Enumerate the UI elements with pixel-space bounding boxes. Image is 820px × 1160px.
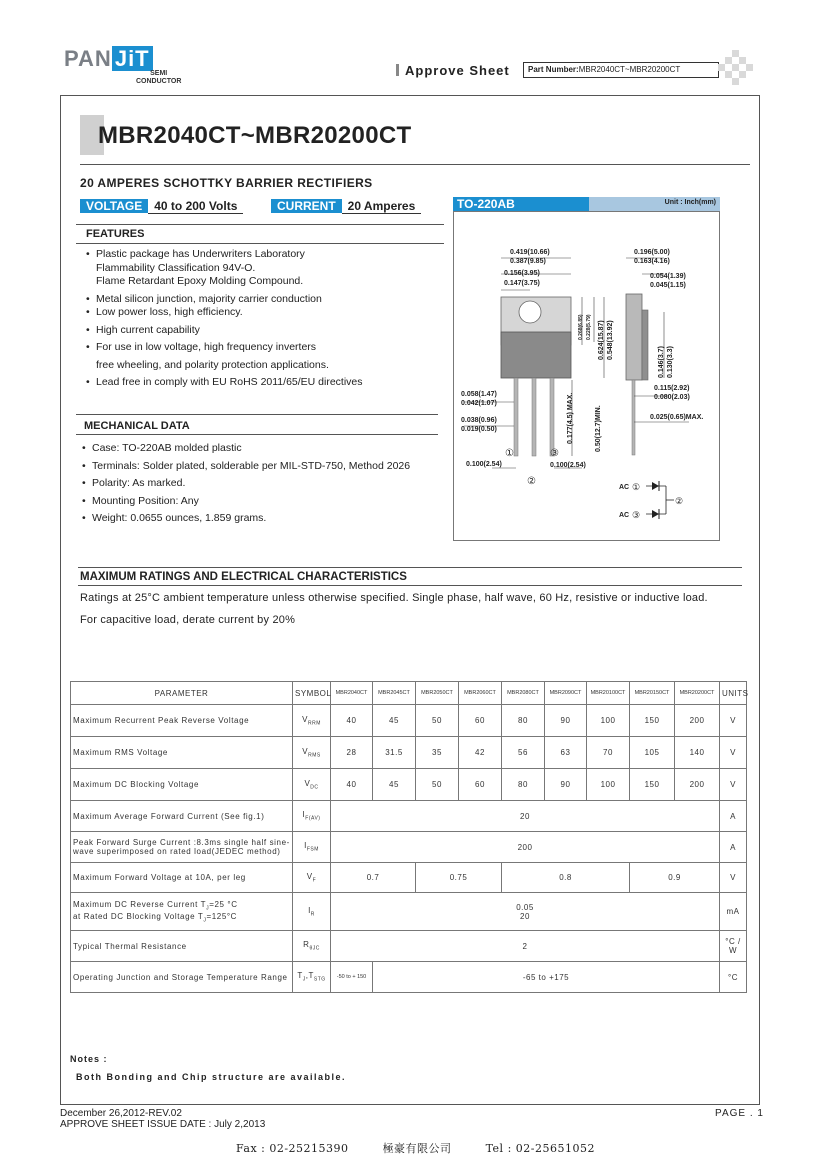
divider <box>76 434 438 435</box>
list-item: • Lead free in comply with EU RoHS 2011/65/EU directives <box>86 376 363 390</box>
dim-d19: 0.177(4.5) MAX. <box>567 392 574 444</box>
table-cell: $I_{F(AV)}$ <box>293 801 331 832</box>
header-cell: MBR2080CT <box>502 682 545 705</box>
table-cell: Maximum DC Blocking Voltage <box>71 769 293 801</box>
table-row <box>71 931 747 962</box>
logo-subtitle: SEMI CONDUCTOR <box>136 70 182 85</box>
schematic-ac-1: AC <box>619 484 630 491</box>
table-cell: Maximum DC Reverse Current $T_J=25$ °C at Rated DC Blocking Voltage $T_J=125^\circ C$ <box>71 893 293 931</box>
dim-d12: 0.228(5.79) <box>586 314 592 340</box>
dim-d9: 0.624(15.87) <box>598 320 605 360</box>
table-cell: 35 <box>416 737 459 769</box>
package-drawing <box>454 212 721 542</box>
table-cell: 45 <box>373 769 416 801</box>
table-cell: 0.75 <box>416 863 502 893</box>
table-cell: Maximum Forward Voltage at 10A, per leg <box>71 863 293 893</box>
dim-d13: 0.146(3.7) <box>658 346 665 378</box>
table-row <box>71 893 747 931</box>
list-item: • Terminals: Solder plated, solderable per MIL-STD-750, Method 2026 <box>82 458 410 476</box>
table-cell: -65 to +175 <box>373 962 720 993</box>
header-cell: MBR2045CT <box>373 682 416 705</box>
schematic-pin-3: ③ <box>632 510 641 520</box>
product-subtitle: 20 AMPERES SCHOTTKY BARRIER RECTIFIERS <box>80 176 373 190</box>
dim-d23: 0.025(0.65)MAX. <box>650 414 704 421</box>
header-cell: MBR20100CT <box>587 682 630 705</box>
features-heading: FEATURES <box>86 228 145 240</box>
dim-d25: 0.100(2.54) <box>550 462 586 469</box>
dim-d14: 0.130(3.3) <box>667 346 674 378</box>
logo-pan: PAN <box>64 46 112 71</box>
table-cell: $I_{FSM}$ <box>293 832 331 863</box>
package-header <box>453 197 720 211</box>
current-value: 20 Amperes <box>342 199 422 214</box>
table-cell: 31.5 <box>373 737 416 769</box>
dim-d17: 0.038(0.96) <box>461 417 497 424</box>
header-cell: UNITS <box>720 682 747 705</box>
table-cell: 70 <box>587 737 630 769</box>
table-cell: 42 <box>459 737 502 769</box>
dim-d21: 0.115(2.92) <box>654 385 690 392</box>
table-cell: $V_F$ <box>293 863 331 893</box>
divider <box>76 224 444 225</box>
table-row <box>71 863 747 893</box>
table-cell: 200 <box>331 832 720 863</box>
ratings-note-1: Ratings at 25°C ambient temperature unless otherwise specified. Single phase, half wave, 60 Hz, resistive or inductive load. <box>80 592 708 604</box>
table-cell: 100 <box>587 705 630 737</box>
table-cell: 45 <box>373 705 416 737</box>
mechanical-heading: MECHANICAL DATA <box>84 420 190 432</box>
tel-number: Tel : 02-25651052 <box>485 1142 595 1155</box>
header-cell: MBR2050CT <box>416 682 459 705</box>
dim-d22: 0.080(2.03) <box>654 394 690 401</box>
table-cell: 0.7 <box>331 863 416 893</box>
table-cell: $V_{DC}$ <box>293 769 331 801</box>
table-cell: V <box>720 705 747 737</box>
dim-d16: 0.042(1.07) <box>461 400 497 407</box>
list-item: • Low power loss, high efficiency. <box>86 306 363 320</box>
dim-d24: 0.100(2.54) <box>466 461 502 468</box>
divider <box>78 585 742 586</box>
table-row <box>71 832 747 863</box>
table-cell: 105 <box>630 737 675 769</box>
table-cell: -50 to + 150 <box>331 962 373 993</box>
table-cell: V <box>720 863 747 893</box>
table-cell: $V_{RRM}$ <box>293 705 331 737</box>
table-cell: $T_J,T_{STG}$ <box>293 962 331 993</box>
pin-1-label: ① <box>505 448 514 459</box>
table-cell: 28 <box>331 737 373 769</box>
table-row <box>71 737 747 769</box>
table-cell: 90 <box>545 705 587 737</box>
header-cell: PARAMETER <box>71 682 293 705</box>
schematic-pin-2: ② <box>675 496 684 506</box>
package-name: TO-220AB <box>453 197 589 211</box>
page-title: MBR2040CT~MBR20200CT <box>98 122 412 149</box>
ratings-note-2: For capacitive load, derate current by 20% <box>80 614 296 626</box>
list-item: • Case: TO-220AB molded plastic <box>82 440 410 458</box>
header-cell: MBR2040CT <box>331 682 373 705</box>
table-cell: Typical Thermal Resistance <box>71 931 293 962</box>
table-cell: 80 <box>502 769 545 801</box>
table-cell: $R_{\theta JC}$ <box>293 931 331 962</box>
pin-2-label: ② <box>527 476 536 487</box>
table-row <box>71 801 747 832</box>
divider <box>78 567 742 568</box>
table-cell: 90 <box>545 769 587 801</box>
table-cell: 20 <box>331 801 720 832</box>
dim-d2: 0.387(9.85) <box>510 258 546 265</box>
table-cell: 0.05 20 <box>331 893 720 931</box>
features-list <box>86 248 363 390</box>
company-name: 極豪有限公司 <box>382 1142 452 1155</box>
table-cell: Maximum Recurrent Peak Reverse Voltage <box>71 705 293 737</box>
table-cell: $I_R$ <box>293 893 331 931</box>
mechanical-list <box>82 440 410 528</box>
table-cell: $V_{RMS}$ <box>293 737 331 769</box>
list-item: • Weight: 0.0655 ounces, 1.859 grams. <box>82 510 410 528</box>
dim-d10: 0.548(13.92) <box>607 320 614 360</box>
table-cell: 0.8 <box>502 863 630 893</box>
list-item: • Mounting Position: Any <box>82 493 410 511</box>
header-cell: MBR2060CT <box>459 682 502 705</box>
table-cell: 140 <box>675 737 720 769</box>
notes-label: Notes : <box>70 1054 108 1064</box>
table-cell: 200 <box>675 769 720 801</box>
company-logo <box>64 46 182 85</box>
pin-3-label: ③ <box>550 448 559 459</box>
fax-number: Fax : 02-25215390 <box>236 1142 349 1155</box>
divider <box>76 243 444 244</box>
table-cell: Operating Junction and Storage Temperature Range <box>71 962 293 993</box>
list-item: • For use in low voltage, high frequency inverters <box>86 341 363 355</box>
dim-d11: 0.268(6.85) <box>578 314 584 340</box>
table-cell: 50 <box>416 769 459 801</box>
list-item: • Polarity: As marked. <box>82 475 410 493</box>
approve-sheet-label: Approve Sheet <box>396 63 510 78</box>
list-item: • High current capability <box>86 324 363 338</box>
revision-date: December 26,2012-REV.02 <box>60 1108 182 1119</box>
table-cell: 0.9 <box>630 863 720 893</box>
issue-date: APPROVE SHEET ISSUE DATE : July 2,2013 <box>60 1119 266 1130</box>
divider <box>76 414 438 415</box>
table-cell: A <box>720 801 747 832</box>
list-item: • Metal silicon junction, majority carrier conduction <box>86 293 363 307</box>
part-number-value: MBR2040CT~MBR20200CT <box>578 65 681 74</box>
table-cell: V <box>720 737 747 769</box>
schematic-ac-3: AC <box>619 512 630 519</box>
header-cell: MBR2090CT <box>545 682 587 705</box>
table-row <box>71 769 747 801</box>
divider <box>80 164 750 165</box>
dim-d7: 0.054(1.39) <box>650 273 686 280</box>
voltage-badge: VOLTAGE 40 to 200 Volts <box>80 198 243 215</box>
list-item: • Plastic package has Underwriters Laboratory <box>86 248 363 262</box>
table-cell: 40 <box>331 705 373 737</box>
table-cell: Peak Forward Surge Current :8.3ms single half sine- wave superimposed on rated load(JEDEC method) <box>71 832 293 863</box>
table-cell: A <box>720 832 747 863</box>
table-cell: Maximum RMS Voltage <box>71 737 293 769</box>
table-cell: 60 <box>459 769 502 801</box>
dim-d15: 0.058(1.47) <box>461 391 497 398</box>
dim-d8: 0.045(1.15) <box>650 282 686 289</box>
notes-text: Both Bonding and Chip structure are available. <box>76 1072 347 1082</box>
header-cell: SYMBOL <box>293 682 331 705</box>
table-cell: 63 <box>545 737 587 769</box>
table-cell: 2 <box>331 931 720 962</box>
page-number: PAGE . 1 <box>715 1108 764 1119</box>
dim-d5: 0.196(5.00) <box>634 249 670 256</box>
table-row <box>71 962 747 993</box>
dim-d1: 0.419(10.66) <box>510 249 550 256</box>
table-header-row <box>71 682 747 705</box>
table-cell: °C / W <box>720 931 747 962</box>
table-cell: 150 <box>630 769 675 801</box>
contact-line <box>236 1140 625 1156</box>
table-cell: V <box>720 769 747 801</box>
footer-dates <box>60 1108 265 1130</box>
dim-d6: 0.163(4.16) <box>634 258 670 265</box>
table-cell: 150 <box>630 705 675 737</box>
table-cell: 80 <box>502 705 545 737</box>
header-cell: MBR20150CT <box>630 682 675 705</box>
voltage-value: 40 to 200 Volts <box>148 199 243 214</box>
dim-d3: 0.156(3.95) <box>504 270 540 277</box>
current-badge: CURRENT 20 Amperes <box>271 198 421 215</box>
table-row <box>71 705 747 737</box>
list-item: Flame Retardant Epoxy Molding Compound. <box>96 275 304 287</box>
list-item: Flammability Classification 94V-O. <box>96 261 256 274</box>
ratings-heading: MAXIMUM RATINGS AND ELECTRICAL CHARACTERISTICS <box>80 571 407 583</box>
table-cell: 40 <box>331 769 373 801</box>
table-cell: mA <box>720 893 747 931</box>
checker-decoration <box>718 50 754 86</box>
schematic-pin-1: ① <box>632 482 641 492</box>
dim-d18: 0.019(0.50) <box>461 426 497 433</box>
logo-jit: JiT <box>112 46 153 71</box>
ratings-table <box>70 681 747 993</box>
part-number-box: Part Number:MBR2040CT~MBR20200CT <box>523 62 719 78</box>
table-cell: 100 <box>587 769 630 801</box>
header-cell: MBR20200CT <box>675 682 720 705</box>
package-drawing-box <box>453 211 720 541</box>
table-cell: Maximum Average Forward Current (See fig.1) <box>71 801 293 832</box>
dim-d4: 0.147(3.75) <box>504 280 540 287</box>
dim-d20: 0.50(12.7)MIN. <box>595 405 602 452</box>
table-cell: 50 <box>416 705 459 737</box>
table-cell: °C <box>720 962 747 993</box>
list-item: free wheeling, and polarity protection applications. <box>96 358 329 371</box>
table-cell: 56 <box>502 737 545 769</box>
package-unit: Unit : Inch(mm) <box>664 199 716 206</box>
table-cell: 60 <box>459 705 502 737</box>
table-cell: 200 <box>675 705 720 737</box>
